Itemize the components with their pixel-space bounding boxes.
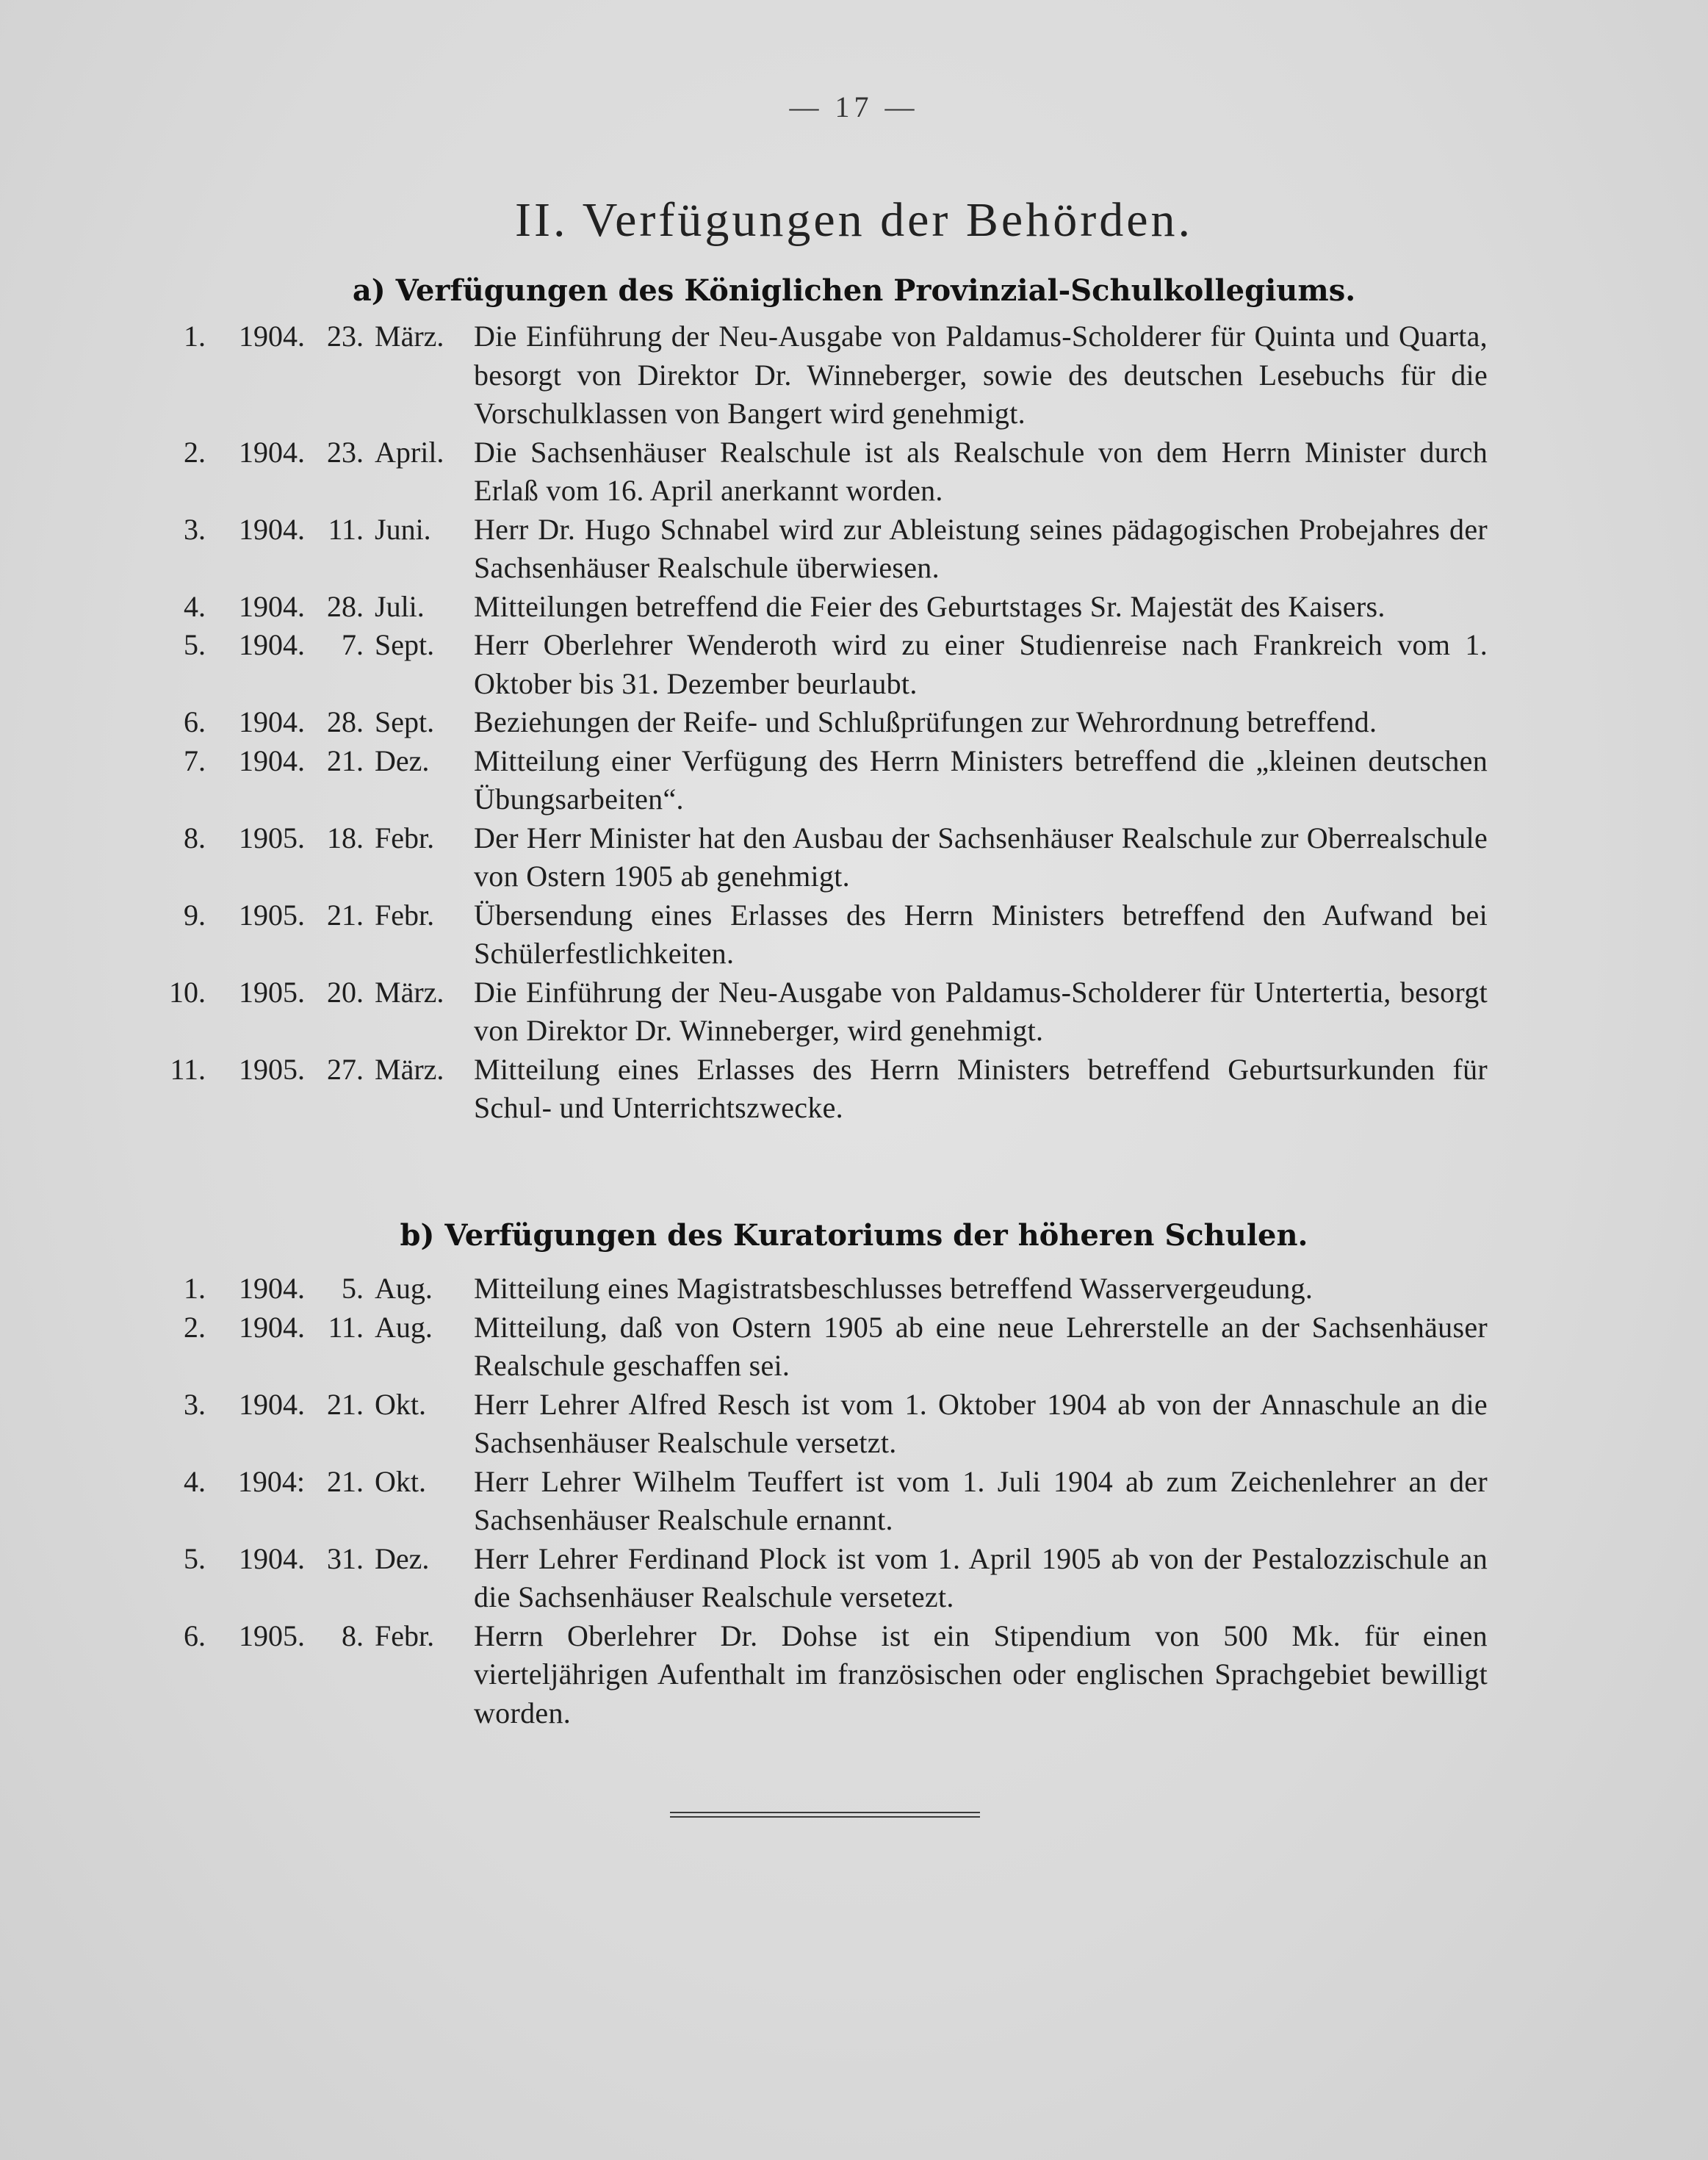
entry-number: 2. [184,435,206,469]
entry-day: 21. [327,1387,364,1421]
entry-text: Mitteilungen betreffend die Feier des Geburtstages Sr. Majestät des Kaisers. [474,589,1386,623]
entry-month: Juni. [375,512,431,546]
entry-text: Die Einführung der Neu-Ausgabe von Paldamus-Scholderer für Untertertia, besorgt von Direktor Dr. Winneberger, wird genehmigt. [474,975,1488,1047]
list-item [0,896,1708,973]
entry-day: 21. [327,898,364,932]
entry-number: 4. [184,1464,206,1498]
entry-day: 11. [328,1310,364,1344]
entry-text: Herrn Oberlehrer Dr. Dohse ist ein Stipendium von 500 Mk. für einen vierteljährigen Aufenthalt im französischen oder englischen Sprachgebiet bewilligt worden. [474,1619,1488,1729]
entry-day: 11. [328,512,364,546]
entry-text: Beziehungen der Reife- und Schlußprüfungen zur Wehrordnung betreffend. [474,705,1377,738]
entry-day: 27. [327,1052,364,1086]
entry-day: 20. [327,975,364,1009]
entry-day: 23. [327,320,364,353]
entry-month: Dez. [375,1541,430,1575]
page-number: — 17 — [789,90,919,123]
entry-month: Aug. [375,1310,433,1344]
entry-year: 1904. [239,628,305,661]
entry-month: Dez. [375,744,430,777]
entry-number: 6. [184,705,206,738]
entry-text: Herr Oberlehrer Wenderoth wird zu einer Studienreise nach Frankreich vom 1. Oktober bis 31. Dezember beurlaubt. [474,628,1488,700]
list-item [0,1463,1708,1540]
entry-day: 21. [327,744,364,777]
entry-text: Mitteilung, daß von Ostern 1905 ab eine neue Lehrerstelle an der Sachsenhäuser Realschule geschaffen sei. [474,1310,1488,1382]
entry-year: 1904. [239,1541,305,1575]
entry-number: 10. [169,975,206,1009]
section-a-entries [0,317,1708,1128]
entry-day: 23. [327,435,364,469]
entry-year: 1904. [239,744,305,777]
entry-month: Okt. [375,1464,426,1498]
entry-text: Die Sachsenhäuser Realschule ist als Realschule von dem Herrn Minister durch Erlaß vom 16. April anerkannt worden. [474,435,1488,507]
entry-text: Mitteilung eines Erlasses des Herrn Ministers betreffend Geburtsurkunden für Schul- und Unterrichtszwecke. [474,1052,1488,1124]
entry-month: Febr. [375,1619,435,1652]
entry-number: 5. [184,628,206,661]
entry-year: 1905. [239,1052,305,1086]
entry-day: 28. [327,589,364,623]
list-item [0,703,1708,742]
list-item [0,1308,1708,1386]
entry-year: 1904. [239,435,305,469]
entry-month: Sept. [375,628,435,661]
entry-text: Die Einführung der Neu-Ausgabe von Paldamus-Scholderer für Quinta und Quarta, besorgt von Direktor Dr. Winneberger, sowie des deutschen Lesebuchs für die Vorschulklassen von Bangert wird genehmigt. [474,320,1488,430]
entry-number: 1. [184,320,206,353]
end-divider [670,1812,980,1819]
entry-month: Okt. [375,1387,426,1421]
entry-number: 8. [184,821,206,854]
entry-month: Febr. [375,821,435,854]
entry-number: 5. [184,1541,206,1575]
entry-month: März. [375,1052,444,1086]
list-item [0,1386,1708,1463]
list-item [0,626,1708,703]
entry-year: 1905. [239,898,305,932]
entry-number: 11. [170,1052,206,1086]
entry-month: März. [375,975,444,1009]
entry-year: 1904. [239,705,305,738]
entry-year: 1904. [239,1387,305,1421]
entry-text: Der Herr Minister hat den Ausbau der Sachsenhäuser Realschule zur Oberrealschule von Ostern 1905 ab genehmigt. [474,821,1488,893]
list-item [0,973,1708,1051]
entry-year: 1905. [239,1619,305,1652]
entry-year: 1905. [239,975,305,1009]
entry-number: 9. [184,898,206,932]
section-b-entries [0,1270,1708,1732]
entry-number: 2. [184,1310,206,1344]
entry-day: 5. [342,1272,364,1305]
list-item [0,1540,1708,1617]
list-item [0,742,1708,819]
entry-day: 7. [342,628,364,661]
entry-text: Übersendung eines Erlasses des Herrn Ministers betreffend den Aufwand bei Schülerfestlichkeiten. [474,898,1488,970]
entry-year: 1904: [237,1464,305,1498]
page-title: II. Verfügungen der Behörden. [514,193,1194,247]
section-heading-a: a) Verfügungen des Königlichen Provinzial-Schulkollegiums. [352,273,1356,308]
entry-day: 21. [327,1464,364,1498]
entry-month: Aug. [375,1272,433,1305]
entry-month: Febr. [375,898,435,932]
list-item [0,588,1708,627]
entry-text: Herr Dr. Hugo Schnabel wird zur Ableistung seines pädagogischen Probejahres der Sachsenhäuser Realschule überwiesen. [474,512,1488,584]
entry-month: Sept. [375,705,435,738]
list-item [0,1270,1708,1308]
entry-number: 3. [184,512,206,546]
list-item [0,433,1708,511]
entry-day: 8. [342,1619,364,1652]
entry-number: 6. [184,1619,206,1652]
entry-year: 1904. [239,589,305,623]
entry-number: 1. [184,1272,206,1305]
entry-number: 7. [184,744,206,777]
entry-text: Mitteilung einer Verfügung des Herrn Ministers betreffend die „kleinen deutschen Übungsarbeiten“. [474,744,1488,816]
entry-number: 3. [184,1387,206,1421]
entry-day: 28. [327,705,364,738]
entry-year: 1904. [239,320,305,353]
entry-text: Herr Lehrer Wilhelm Teuffert ist vom 1. Juli 1904 ab zum Zeichenlehrer an der Sachsenhäuser Realschule ernannt. [474,1464,1488,1536]
entry-year: 1904. [239,1272,305,1305]
entry-year: 1904. [239,512,305,546]
entry-year: 1904. [239,1310,305,1344]
entry-number: 4. [184,589,206,623]
list-item [0,1051,1708,1128]
entry-month: April. [375,435,444,469]
entry-text: Mitteilung eines Magistratsbeschlusses betreffend Wasservergeudung. [474,1272,1314,1305]
entry-text: Herr Lehrer Alfred Resch ist vom 1. Oktober 1904 ab von der Annaschule an die Sachsenhäuser Realschule versetzt. [474,1387,1488,1459]
list-item [0,511,1708,588]
entry-day: 31. [327,1541,364,1575]
entry-month: Juli. [375,589,425,623]
entry-text: Herr Lehrer Ferdinand Plock ist vom 1. April 1905 ab von der Pestalozzischule an die Sachsenhäuser Realschule versetezt. [474,1541,1488,1613]
section-heading-b: b) Verfügungen des Kuratoriums der höheren Schulen. [400,1218,1308,1253]
entry-year: 1905. [239,821,305,854]
entry-day: 18. [327,821,364,854]
list-item [0,819,1708,896]
entry-month: März. [375,320,444,353]
list-item [0,317,1708,433]
list-item [0,1617,1708,1733]
